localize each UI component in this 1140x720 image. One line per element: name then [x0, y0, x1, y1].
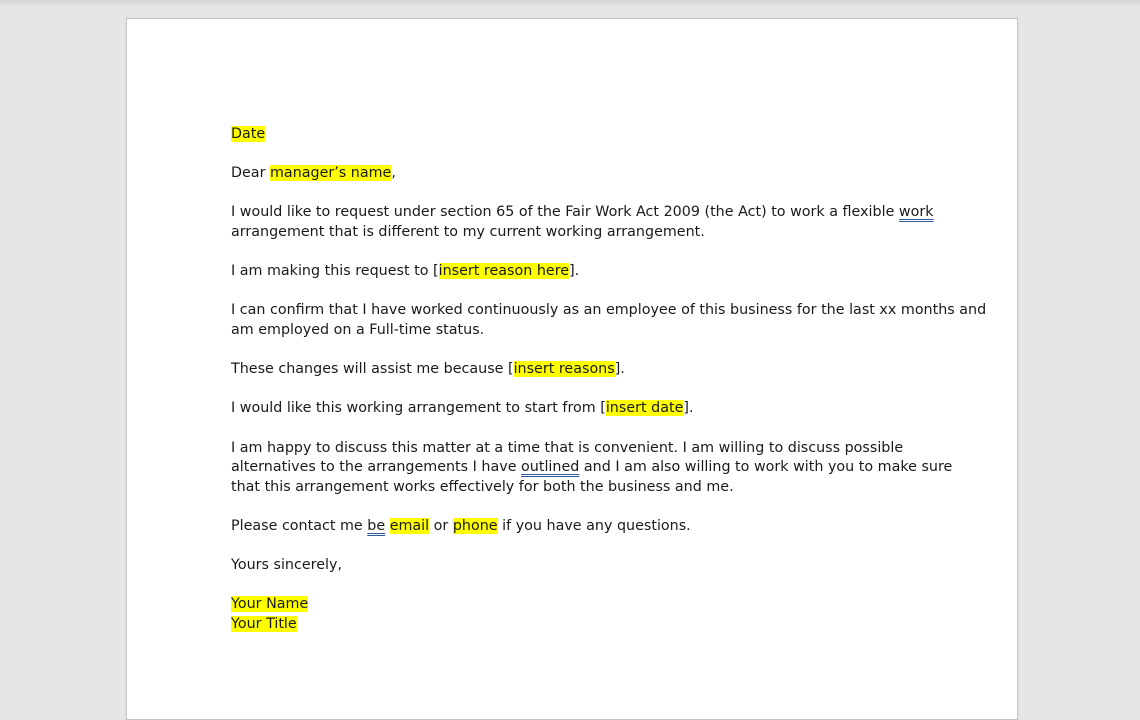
paragraph-assist	[231, 360, 931, 380]
document-page[interactable]	[126, 18, 1018, 720]
para7-or: or	[429, 517, 453, 534]
paragraph-contact	[231, 517, 931, 537]
letter-body[interactable]	[231, 125, 987, 634]
para5-post: ].	[683, 400, 694, 417]
para1-line2: arrangement that is different to my current working arrangement.	[231, 223, 705, 240]
greeting-prefix: Dear	[231, 165, 270, 182]
paragraph-request	[231, 203, 934, 242]
paragraph-start	[231, 399, 931, 419]
date-placeholder: Date	[231, 126, 266, 142]
paragraph-discuss	[231, 439, 953, 498]
insert-reason-placeholder: insert reason here	[438, 263, 570, 280]
window-top-shade	[0, 0, 1140, 6]
email-placeholder: email	[389, 517, 430, 534]
para7-space	[385, 518, 390, 534]
signature-name-line	[231, 595, 931, 615]
insert-reasons-placeholder: insert reasons	[513, 361, 615, 378]
insert-date-placeholder: insert date	[605, 400, 684, 417]
para7-pre: Please contact me	[231, 517, 368, 534]
paragraph-confirm	[231, 301, 987, 340]
greeting-suffix: ,	[391, 165, 396, 182]
para6-line2-post: and I am also willing to work with you to make sure	[579, 459, 953, 476]
para3-line2: am employed on a Full-time status.	[231, 321, 485, 338]
para2-post: ].	[569, 263, 580, 280]
para7-post: if you have any questions.	[497, 517, 691, 534]
para6-line1: I am happy to discuss this matter at a time that is convenient. I am willing to discuss possible	[231, 439, 904, 456]
closing-line	[231, 556, 931, 576]
phone-placeholder: phone	[452, 517, 498, 534]
paragraph-reason	[231, 262, 931, 282]
para6-line2-pre: alternatives to the arrangements I have	[231, 459, 522, 476]
para5-pre: I would like this working arrangement to start from [	[231, 400, 606, 417]
closing-text: Yours sincerely,	[231, 557, 342, 574]
para2-pre: I am making this request to [	[231, 263, 439, 280]
grammar-flag-be[interactable]: be	[367, 517, 386, 534]
grammar-flag-outlined[interactable]: outlined	[521, 459, 580, 476]
signature-title-line	[231, 615, 931, 635]
greeting-line	[231, 164, 931, 184]
manager-name-placeholder: manager’s name	[270, 165, 392, 182]
date-line	[231, 125, 931, 145]
para3-line1: I can confirm that I have worked continuously as an employee of this business for the last xx months and	[231, 302, 987, 319]
para4-post: ].	[614, 361, 625, 378]
grammar-flag-work[interactable]: work	[898, 204, 934, 221]
para1-line1: I would like to request under section 65 of the Fair Work Act 2009 (the Act) to work a flexible	[231, 204, 899, 221]
para6-line3: that this arrangement works effectively for both the business and me.	[231, 478, 734, 495]
your-title-placeholder: Your Title	[231, 615, 297, 632]
your-name-placeholder: Your Name	[231, 596, 309, 613]
para4-pre: These changes will assist me because [	[231, 361, 514, 378]
